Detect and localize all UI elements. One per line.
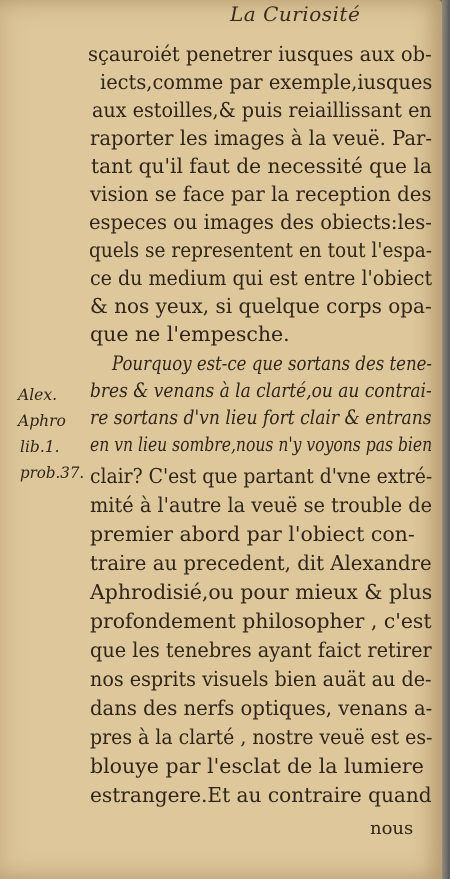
text-line: dans des nerfs optiques, venans a- [90, 696, 433, 720]
text-line: & nos yeux, si quelque corps opa- [90, 294, 432, 318]
text-line: aux estoilles,& puis reiaillissant en [92, 98, 432, 122]
text-line: sçauroiét penetrer iusques aux ob- [88, 42, 432, 66]
text-line: ce du medium qui est entre l'obiect [90, 266, 433, 290]
marginal-note: Aphro [18, 412, 66, 430]
text-line: estrangere.Et au contraire quand [90, 783, 432, 807]
text-line: iects,comme par exemple,iusques [100, 70, 433, 94]
catchword: nous [370, 818, 414, 839]
text-line: mité à l'autre la veuë se trouble de [90, 493, 433, 517]
text-line: que ne l'empesche. [90, 322, 290, 346]
text-line: quels se representent en tout l'espa- [89, 238, 433, 262]
text-line: profondement philosopher , c'est [90, 609, 432, 633]
text-line: premier abord par l'obiect con- [90, 522, 415, 546]
text-line: Aphrodisié,ou pour mieux & plus [90, 580, 433, 604]
question-line: re sortans d'vn lieu fort clair & entrans [90, 406, 432, 429]
question-line: Pourquoy est-ce que sortans des tene- [112, 352, 433, 375]
marginal-note: Alex. [18, 386, 57, 404]
page-edge [442, 0, 450, 879]
text-line: pres à la clarté , nostre veuë est es- [90, 725, 433, 749]
text-line: nos esprits visuels bien auät au de- [90, 667, 432, 691]
text-line: vision se face par la reception des [90, 182, 432, 206]
running-head: La Curiosité [230, 2, 361, 26]
text-line: que les tenebres ayant faict retirer [90, 638, 432, 662]
text-line: especes ou images des obiects:les- [89, 210, 432, 234]
text-line: blouye par l'esclat de la lumiere [90, 754, 424, 778]
question-line: bres & venans à la clarté,ou au contrai- [90, 379, 432, 402]
text-line: traire au precedent, dit Alexandre [90, 551, 432, 575]
text-line: tant qu'il faut de necessité que la [91, 154, 432, 178]
text-line: raporter les images à la veuë. Par- [90, 126, 433, 150]
question-line: en vn lieu sombre,nous n'y voyons pas bien [90, 433, 433, 456]
marginal-note: prob.37. [20, 464, 85, 482]
text-line: clair? C'est que partant d'vne extré- [90, 464, 433, 488]
marginal-note: lib.1. [20, 438, 60, 456]
